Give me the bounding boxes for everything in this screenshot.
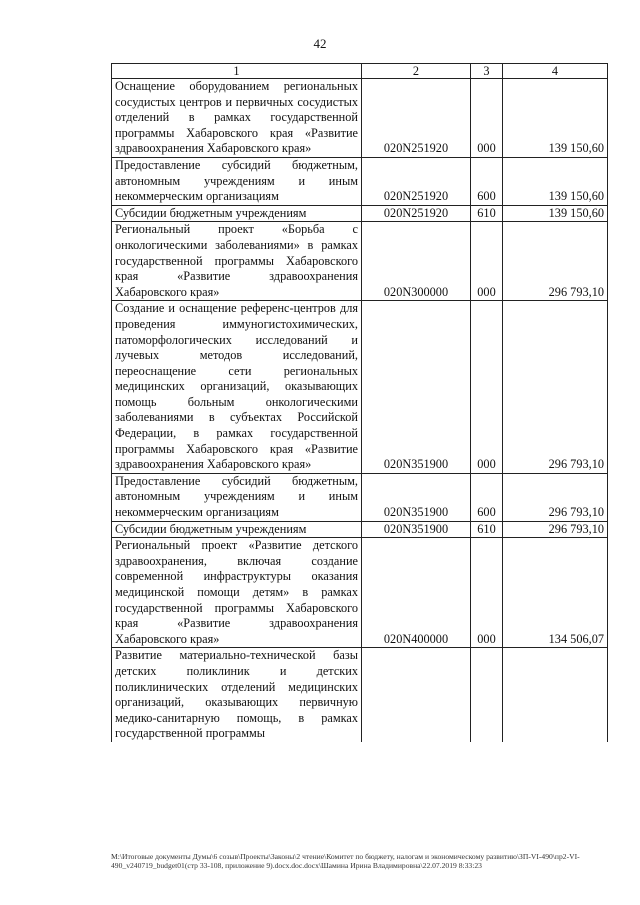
row-sum: 296 793,10 bbox=[503, 521, 608, 538]
row-kind: 000 bbox=[471, 538, 503, 648]
row-code: 020N351900 bbox=[362, 301, 471, 474]
page-number: 42 bbox=[313, 36, 327, 51]
row-sum: 296 793,10 bbox=[503, 222, 608, 301]
row-sum: 139 150,60 bbox=[503, 157, 608, 205]
row-sum: 296 793,10 bbox=[503, 301, 608, 474]
table-row bbox=[112, 521, 608, 538]
table-row bbox=[112, 301, 608, 474]
column-header-4: 4 bbox=[503, 64, 608, 79]
row-name: Предоставление субсидий бюджетным, автономным учреждениям и иным некоммерческим организациям bbox=[112, 157, 362, 205]
budget-table bbox=[111, 63, 608, 742]
row-code: 020N400000 bbox=[362, 538, 471, 648]
row-kind: 000 bbox=[471, 222, 503, 301]
row-code: 020N300000 bbox=[362, 222, 471, 301]
row-name: Субсидии бюджетным учреждениям bbox=[112, 521, 362, 538]
row-kind: 000 bbox=[471, 301, 503, 474]
row-name: Предоставление субсидий бюджетным, автономным учреждениям и иным некоммерческим организациям bbox=[112, 473, 362, 521]
row-code: 020N351900 bbox=[362, 521, 471, 538]
row-code: 020N251920 bbox=[362, 79, 471, 158]
row-name: Развитие материально-технической базы детских поликлиник и детских поликлинических отделений медицинских организаций, оказывающих первичную медико-санитарную помощь, в рамках государственной программы bbox=[112, 648, 362, 742]
table-row bbox=[112, 473, 608, 521]
table-row bbox=[112, 648, 608, 742]
row-sum: 139 150,60 bbox=[503, 205, 608, 222]
document-path-footer: М:\Итоговые документы Думы\6 созыв\Проекты\Законы\2 чтение\Комитет по бюджету, налогам и экономическому развитию\ЗП-VI-490\пр2-VI-490_v240719_budget01(стр 33-108, приложение 9).docx.doc.docx\Шамина Ирина Владимировна\22.07.2019 8:33:23 bbox=[111, 852, 580, 870]
column-header-2: 2 bbox=[362, 64, 471, 79]
row-code: 020N351900 bbox=[362, 473, 471, 521]
row-kind: 600 bbox=[471, 157, 503, 205]
row-sum: 134 506,07 bbox=[503, 538, 608, 648]
row-code bbox=[362, 648, 471, 742]
row-sum bbox=[503, 648, 608, 742]
table-row bbox=[112, 157, 608, 205]
row-kind: 600 bbox=[471, 473, 503, 521]
row-code: 020N251920 bbox=[362, 157, 471, 205]
row-sum: 296 793,10 bbox=[503, 473, 608, 521]
row-sum: 139 150,60 bbox=[503, 79, 608, 158]
column-header-3: 3 bbox=[471, 64, 503, 79]
column-header-1: 1 bbox=[112, 64, 362, 79]
row-kind bbox=[471, 648, 503, 742]
row-kind: 610 bbox=[471, 205, 503, 222]
row-name: Региональный проект «Развитие детского здравоохранения, включая создание современной инфраструктуры оказания медицинской помощи детям» в рамках государственной программы Хабаровского края «Развитие здравоохранения Хабаровского края» bbox=[112, 538, 362, 648]
row-name: Региональный проект «Борьба с онкологическими заболеваниями» в рамках государственной программы Хабаровского края «Развитие здравоохранения Хабаровского края» bbox=[112, 222, 362, 301]
row-name: Субсидии бюджетным учреждениям bbox=[112, 205, 362, 222]
table-row bbox=[112, 538, 608, 648]
row-kind: 000 bbox=[471, 79, 503, 158]
table-row bbox=[112, 222, 608, 301]
row-name: Создание и оснащение референс-центров для проведения иммуногистохимических, патоморфологических исследований и лучевых методов исследований, переоснащение сети региональных медицинских организаций, оказывающих помощь больным онкологическими заболеваниями в субъектах Российской Федерации, в рамках государственной программы Хабаровского края «Развитие здравоохранения Хабаровского края» bbox=[112, 301, 362, 474]
row-code: 020N251920 bbox=[362, 205, 471, 222]
table-row bbox=[112, 79, 608, 158]
row-name: Оснащение оборудованием региональных сосудистых центров и первичных сосудистых отделений в рамках государственной программы Хабаровского края «Развитие здравоохранения Хабаровского края» bbox=[112, 79, 362, 158]
row-kind: 610 bbox=[471, 521, 503, 538]
table-row bbox=[112, 205, 608, 222]
table-header-row bbox=[112, 64, 608, 79]
